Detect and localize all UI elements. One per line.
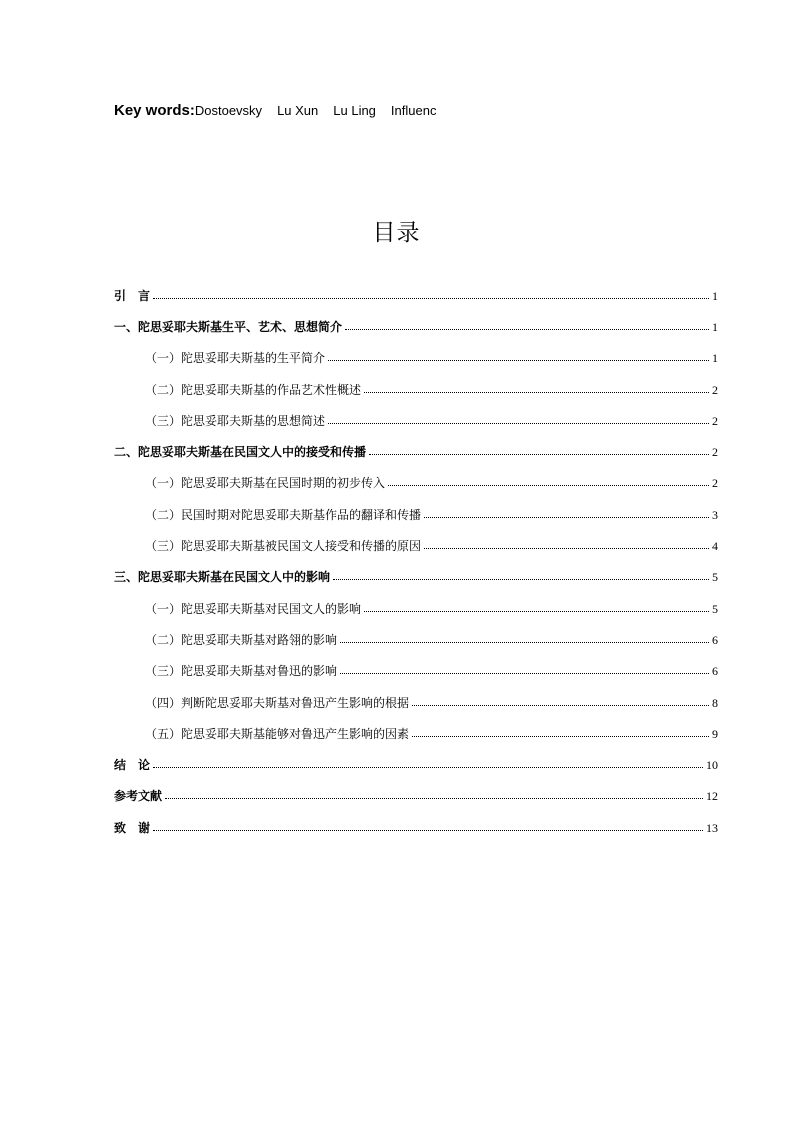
toc-dot-leader [412, 704, 709, 706]
toc-entry[interactable] [114, 656, 718, 687]
toc-entry-page-number: 1 [712, 351, 718, 366]
toc-entry-text: 三、陀思妥耶夫斯基在民国文人中的影响 [114, 570, 331, 585]
toc-entry[interactable] [114, 343, 718, 374]
toc-dot-leader [364, 391, 709, 393]
table-of-contents [114, 280, 718, 843]
toc-entry[interactable] [114, 593, 718, 624]
toc-entry-page-number: 3 [712, 507, 718, 522]
toc-entry-page-number: 2 [712, 413, 718, 428]
toc-dot-leader [328, 359, 709, 361]
toc-entry[interactable] [114, 405, 718, 436]
toc-entry-text: 二、陀思妥耶夫斯基在民国文人中的接受和传播 [114, 445, 367, 460]
toc-entry[interactable] [114, 499, 718, 530]
toc-entry-page-number: 9 [712, 726, 718, 741]
toc-entry[interactable] [114, 749, 718, 780]
toc-entry-text: （五）陀思妥耶夫斯基能够对鲁迅产生影响的因素 [145, 726, 410, 741]
toc-entry[interactable] [114, 718, 718, 749]
toc-entry-text: （二）民国时期对陀思妥耶夫斯基作品的翻译和传播 [145, 507, 422, 522]
toc-entry-text: 一、陀思妥耶夫斯基生平、艺术、思想简介 [114, 319, 343, 334]
toc-entry-text: （三）陀思妥耶夫斯基对鲁迅的影响 [145, 664, 338, 679]
toc-dot-leader [424, 516, 709, 518]
keyword-item: Influenc [390, 103, 437, 118]
toc-dot-leader [345, 328, 709, 330]
toc-entry-text: （一）陀思妥耶夫斯基在民国时期的初步传入 [145, 476, 386, 491]
toc-entry-text: （四）判断陀思妥耶夫斯基对鲁迅产生影响的根据 [145, 695, 410, 710]
toc-entry-page-number: 4 [712, 539, 718, 554]
toc-entry-page-number: 8 [712, 695, 718, 710]
toc-dot-leader [369, 453, 709, 455]
toc-entry[interactable] [114, 781, 718, 812]
toc-entry-text: （二）陀思妥耶夫斯基对路翎的影响 [145, 632, 338, 647]
toc-entry[interactable] [114, 812, 718, 843]
toc-entry-text: （三）陀思妥耶夫斯基的思想简述 [145, 413, 326, 428]
toc-entry-text: （一）陀思妥耶夫斯基的生平简介 [145, 351, 326, 366]
toc-dot-leader [412, 735, 709, 737]
keywords-line [114, 102, 451, 119]
keywords-label: Key words: [114, 102, 195, 119]
toc-dot-leader [388, 484, 709, 486]
toc-dot-leader [153, 297, 709, 299]
toc-entry-text: 引 言 [114, 288, 151, 303]
toc-entry[interactable] [114, 468, 718, 499]
toc-entry[interactable] [114, 562, 718, 593]
toc-dot-leader [153, 766, 703, 768]
toc-entry-page-number: 2 [712, 382, 718, 397]
toc-entry-page-number: 2 [712, 445, 718, 460]
toc-entry-text: 结 论 [114, 758, 151, 773]
toc-entry[interactable] [114, 530, 718, 561]
toc-dot-leader [165, 797, 703, 799]
toc-dot-leader [340, 641, 709, 643]
toc-entry-page-number: 1 [712, 319, 718, 334]
toc-dot-leader [340, 672, 709, 674]
keyword-item: Lu Ling [333, 103, 376, 118]
keyword-item: Dostoevsky [194, 103, 263, 118]
toc-entry-page-number: 6 [712, 664, 718, 679]
toc-entry[interactable] [114, 311, 718, 342]
toc-entry[interactable] [114, 624, 718, 655]
toc-entry-page-number: 6 [712, 632, 718, 647]
toc-entry-page-number: 12 [706, 789, 718, 804]
toc-entry-page-number: 13 [706, 820, 718, 835]
toc-entry-page-number: 2 [712, 476, 718, 491]
toc-dot-leader [328, 422, 709, 424]
toc-entry-text: （二）陀思妥耶夫斯基的作品艺术性概述 [145, 382, 362, 397]
toc-dot-leader [153, 829, 703, 831]
toc-entry[interactable] [114, 280, 718, 311]
toc-entry-page-number: 1 [712, 288, 718, 303]
toc-entry-page-number: 10 [706, 758, 718, 773]
toc-entry-text: 致 谢 [114, 820, 151, 835]
toc-entry[interactable] [114, 687, 718, 718]
toc-entry[interactable] [114, 436, 718, 467]
keyword-item: Lu Xun [277, 103, 319, 118]
toc-dot-leader [333, 578, 709, 580]
toc-entry[interactable] [114, 374, 718, 405]
toc-entry-text: （一）陀思妥耶夫斯基对民国文人的影响 [145, 601, 362, 616]
toc-entry-page-number: 5 [712, 601, 718, 616]
toc-entry-page-number: 5 [712, 570, 718, 585]
toc-dot-leader [424, 547, 709, 549]
toc-dot-leader [364, 610, 709, 612]
toc-entry-text: （三）陀思妥耶夫斯基被民国文人接受和传播的原因 [145, 539, 422, 554]
toc-entry-text: 参考文献 [114, 789, 163, 804]
toc-title: 目录 [372, 220, 421, 246]
